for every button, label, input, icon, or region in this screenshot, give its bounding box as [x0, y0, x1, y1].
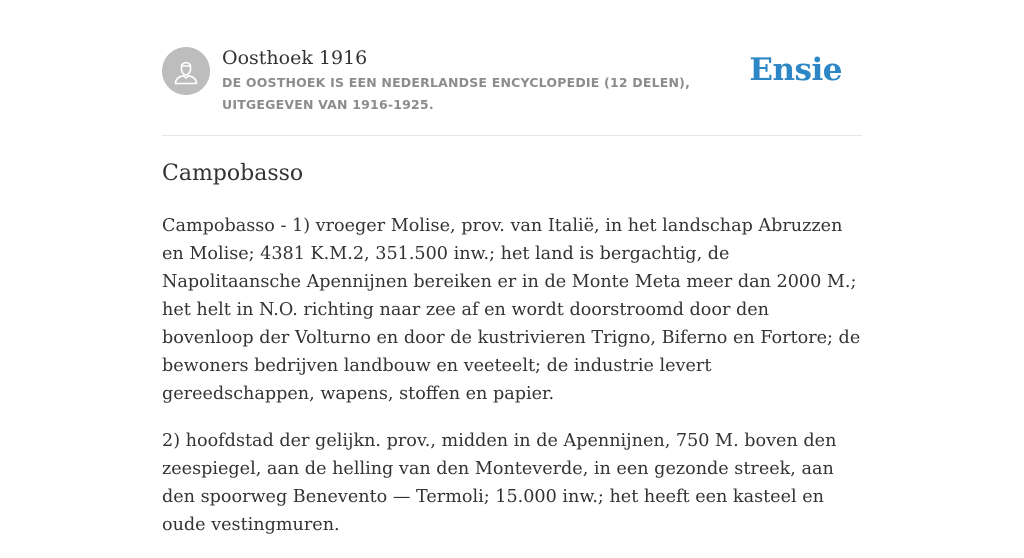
content-column [162, 0, 862, 535]
article-paragraph-2: 2) hoofdstad der gelijkn. prov., midden in de Apennijnen, 750 M. boven den zeespiegel, aan de helling van den Monteverde, in een gezonde streek, aan den spoorweg Benevento — Termoli; 15.000 inw.; het heeft een kasteel en oude vestingmuren. [162, 431, 837, 535]
source-description: DE OOSTHOEK IS EEN NEDERLANDSE ENCYCLOPEDIE (12 DELEN), UITGEGEVEN VAN 1916-1925. [222, 75, 691, 112]
article-paragraph-1: Campobasso - 1) vroeger Molise, prov. van Italië, in het landschap Abruzzen en Molise; 4381 K.M.2, 351.500 inw.; het land is bergachtig, de Napolitaansche Apennijnen bereiken er in de Monte Meta meer dan 2000 M.; het helt in N.O. richting naar zee af en wordt doorstroomd door den bovenloop der Volturno en door de kustrivieren Trigno, Biferno en Fortore; de bewoners bedrijven landbouw en veeteelt; de industrie levert gereedschappen, wapens, stoffen en papier. [162, 216, 861, 404]
source-header [162, 0, 862, 136]
article-body [162, 212, 862, 558]
source-title[interactable]: Oosthoek 1916 [222, 47, 368, 69]
source-avatar[interactable] [162, 47, 210, 95]
user-icon [162, 47, 210, 95]
article-title: Campobasso [162, 161, 304, 186]
ensie-logo[interactable]: Ensie [749, 52, 842, 88]
